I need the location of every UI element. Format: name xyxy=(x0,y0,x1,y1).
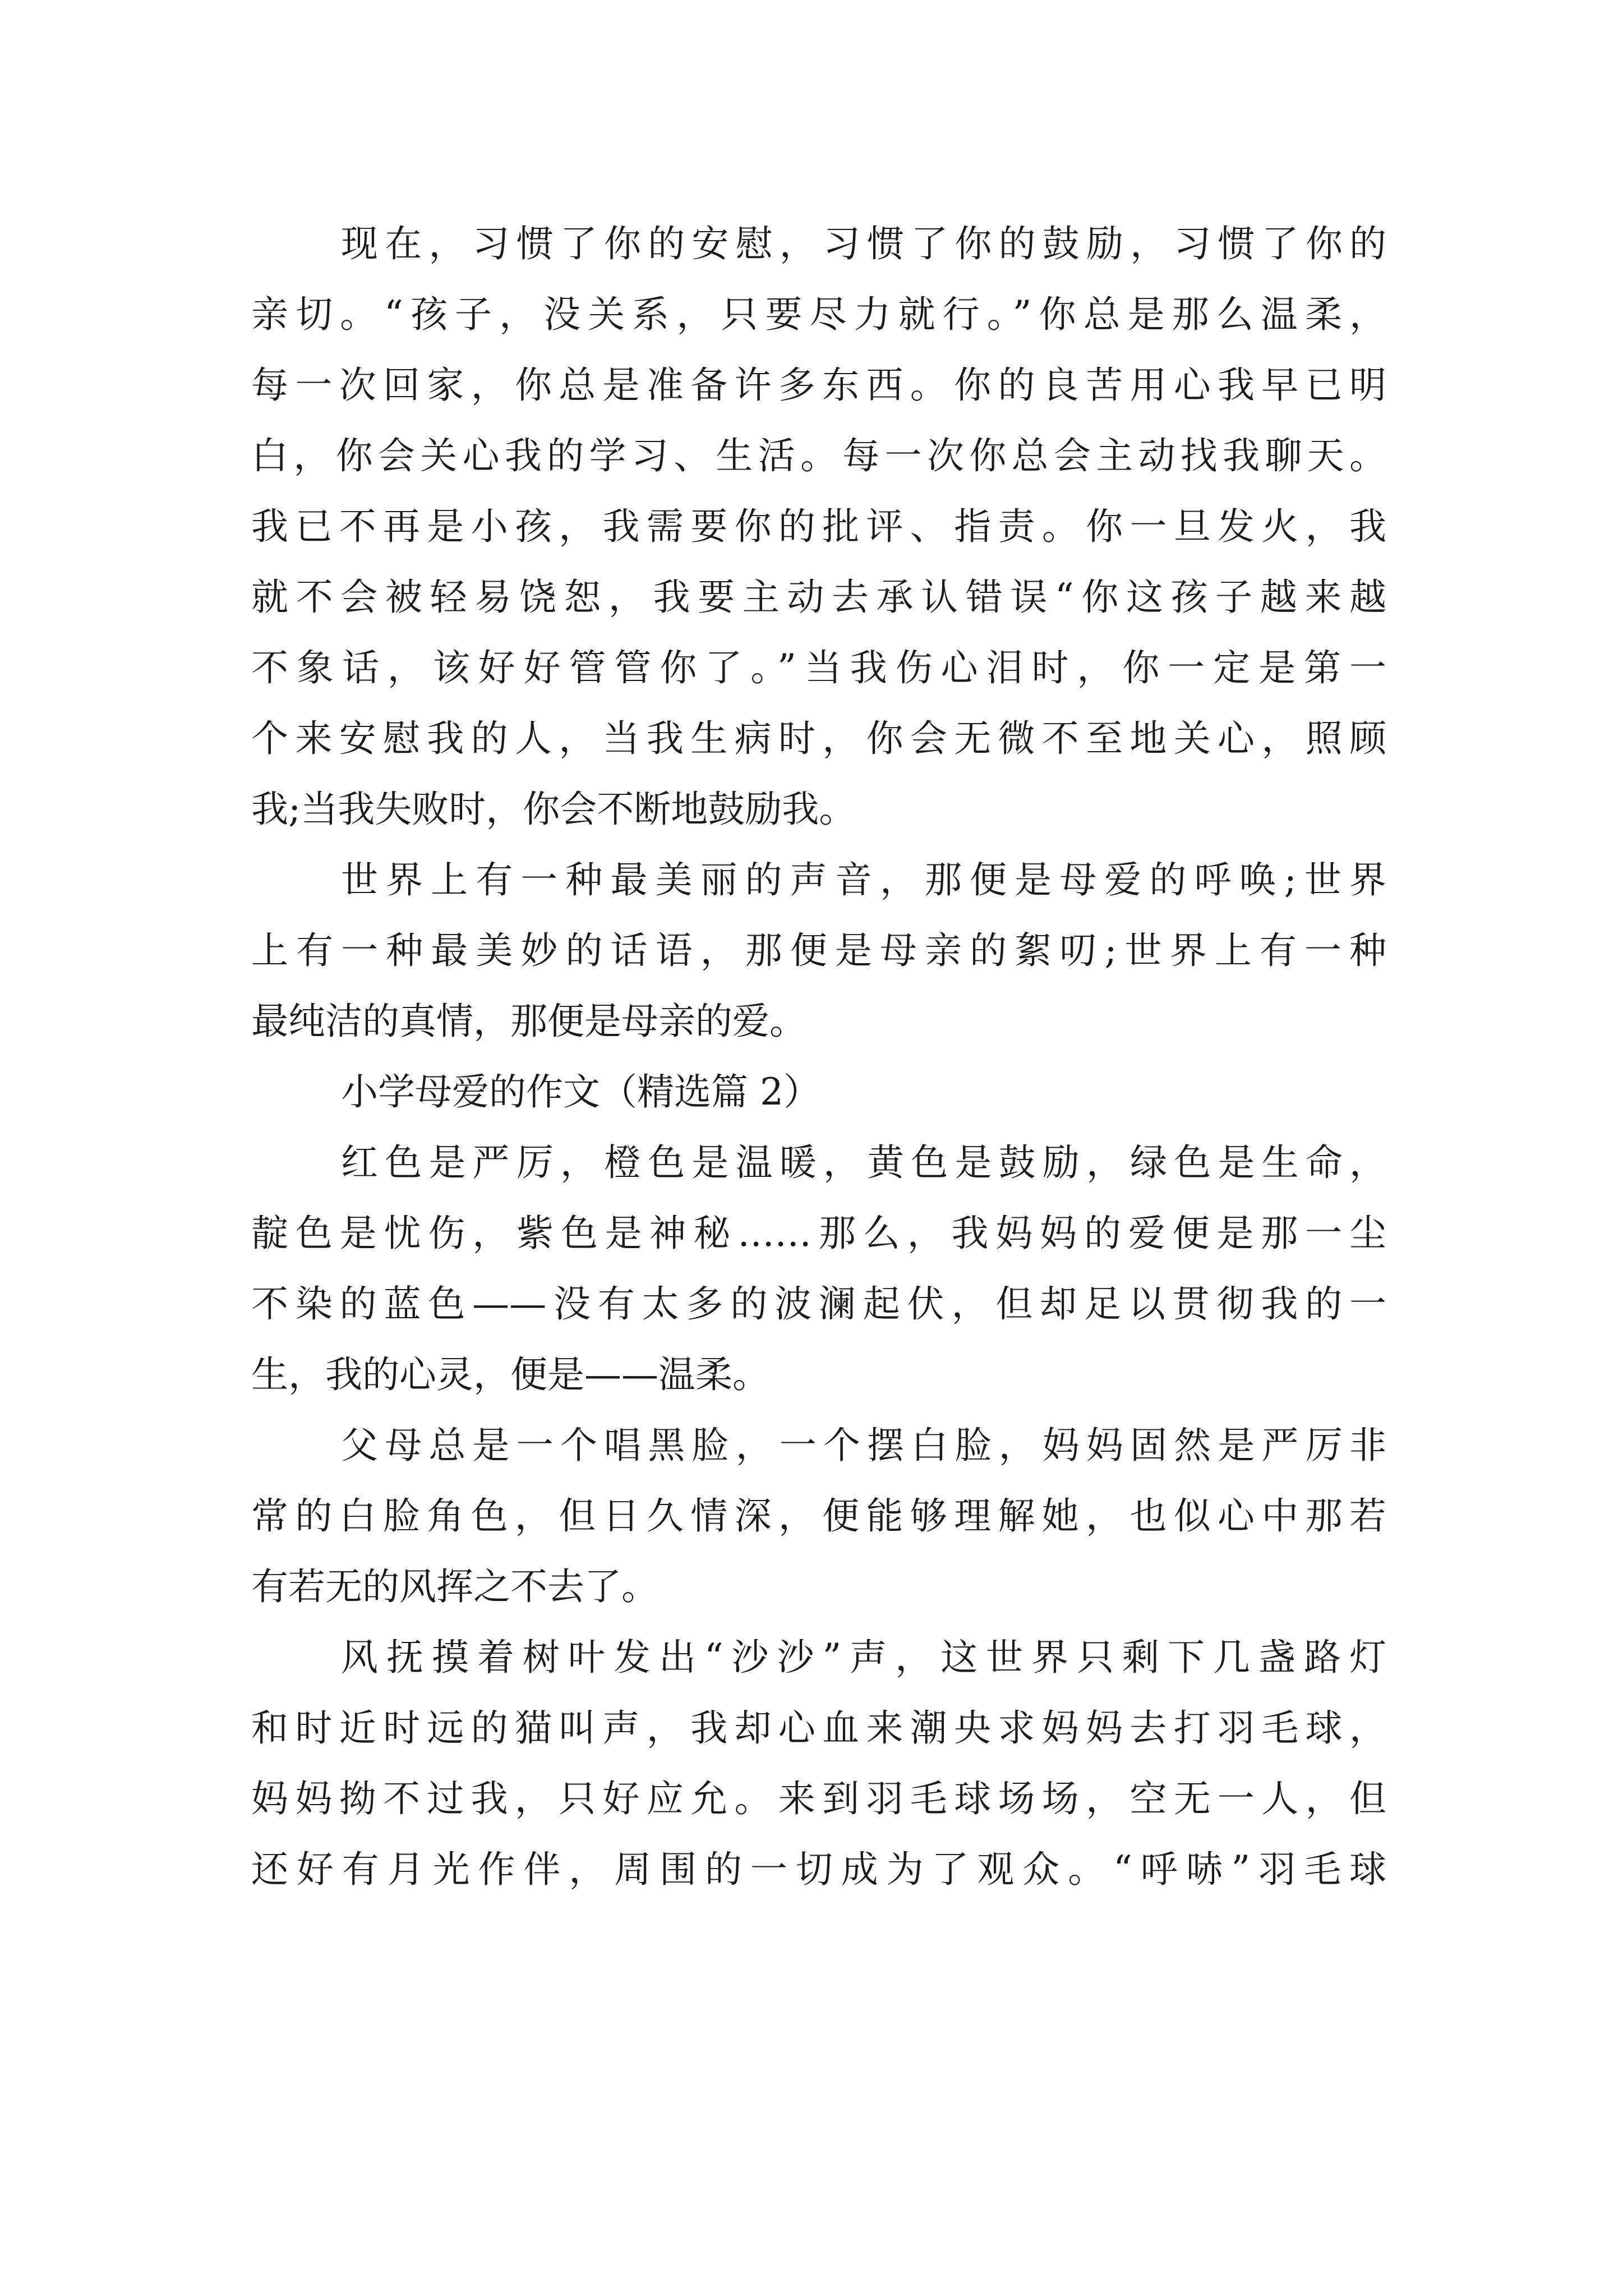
text-line: 就不会被轻易饶恕，我要主动去承认错误“你这孩子越来越 xyxy=(251,576,1386,619)
text-line: 个来安慰我的人，当我生病时，你会无微不至地关心，照顾 xyxy=(251,717,1386,760)
heading-text: 小学母爱的作文（精选篇 2） xyxy=(341,1070,820,1114)
text-line: 常的白脸角色，但日久情深，便能够理解她，也似心中那若 xyxy=(251,1494,1386,1538)
text-line: 我;当我失败时，你会不断地鼓励我。 xyxy=(251,788,856,831)
text-line: 不象话，该好好管管你了。”当我伤心泪时，你一定是第一 xyxy=(251,646,1386,689)
text-line: 世界上有一种最美丽的声音，那便是母爱的呼唤;世界 xyxy=(341,858,1386,901)
text-line: 和时近时远的猫叫声，我却心血来潮央求妈妈去打羽毛球， xyxy=(251,1706,1386,1750)
text-line: 上有一种最美妙的话语，那便是母亲的絮叨;世界上有一种 xyxy=(251,929,1386,972)
text-line: 父母总是一个唱黑脸，一个摆白脸，妈妈固然是严厉非 xyxy=(341,1424,1386,1467)
text-line: 有若无的风挥之不去了。 xyxy=(251,1565,658,1608)
paragraph xyxy=(251,1622,1386,1905)
paragraph xyxy=(251,209,1386,845)
paragraph xyxy=(251,1410,1386,1622)
text-line: 最纯洁的真情，那便是母亲的爱。 xyxy=(251,1000,806,1043)
paragraph xyxy=(251,845,1386,1057)
text-line: 每一次回家，你总是准备许多东西。你的良苦用心我早已明 xyxy=(251,364,1386,407)
text-line: 白，你会关心我的学习、生活。每一次你总会主动找我聊天。 xyxy=(251,434,1386,477)
text-line: 现在，习惯了你的安慰，习惯了你的鼓励，习惯了你的 xyxy=(341,222,1386,265)
text-line: 还好有月光作伴，周围的一切成为了观众。“呼哧”羽毛球 xyxy=(251,1848,1386,1891)
text-line: 靛色是忧伤，紫色是神秘……那么，我妈妈的爱便是那一尘 xyxy=(251,1212,1386,1255)
text-line: 妈妈拗不过我，只好应允。来到羽毛球场场，空无一人，但 xyxy=(251,1777,1386,1820)
text-line: 风抚摸着树叶发出“沙沙”声，这世界只剩下几盏路灯 xyxy=(341,1636,1386,1679)
section-heading xyxy=(251,1057,1386,1128)
paragraph xyxy=(251,1128,1386,1410)
document-body xyxy=(251,209,1386,1905)
text-line: 我已不再是小孩，我需要你的批评、指责。你一旦发火，我 xyxy=(251,505,1386,548)
text-line: 红色是严厉，橙色是温暖，黄色是鼓励，绿色是生命， xyxy=(341,1141,1386,1184)
text-line: 不染的蓝色——没有太多的波澜起伏，但却足以贯彻我的一 xyxy=(251,1282,1386,1326)
text-line: 亲切。“孩子，没关系，只要尽力就行。”你总是那么温柔， xyxy=(251,293,1386,336)
text-line: 生，我的心灵，便是——温柔。 xyxy=(251,1353,769,1396)
